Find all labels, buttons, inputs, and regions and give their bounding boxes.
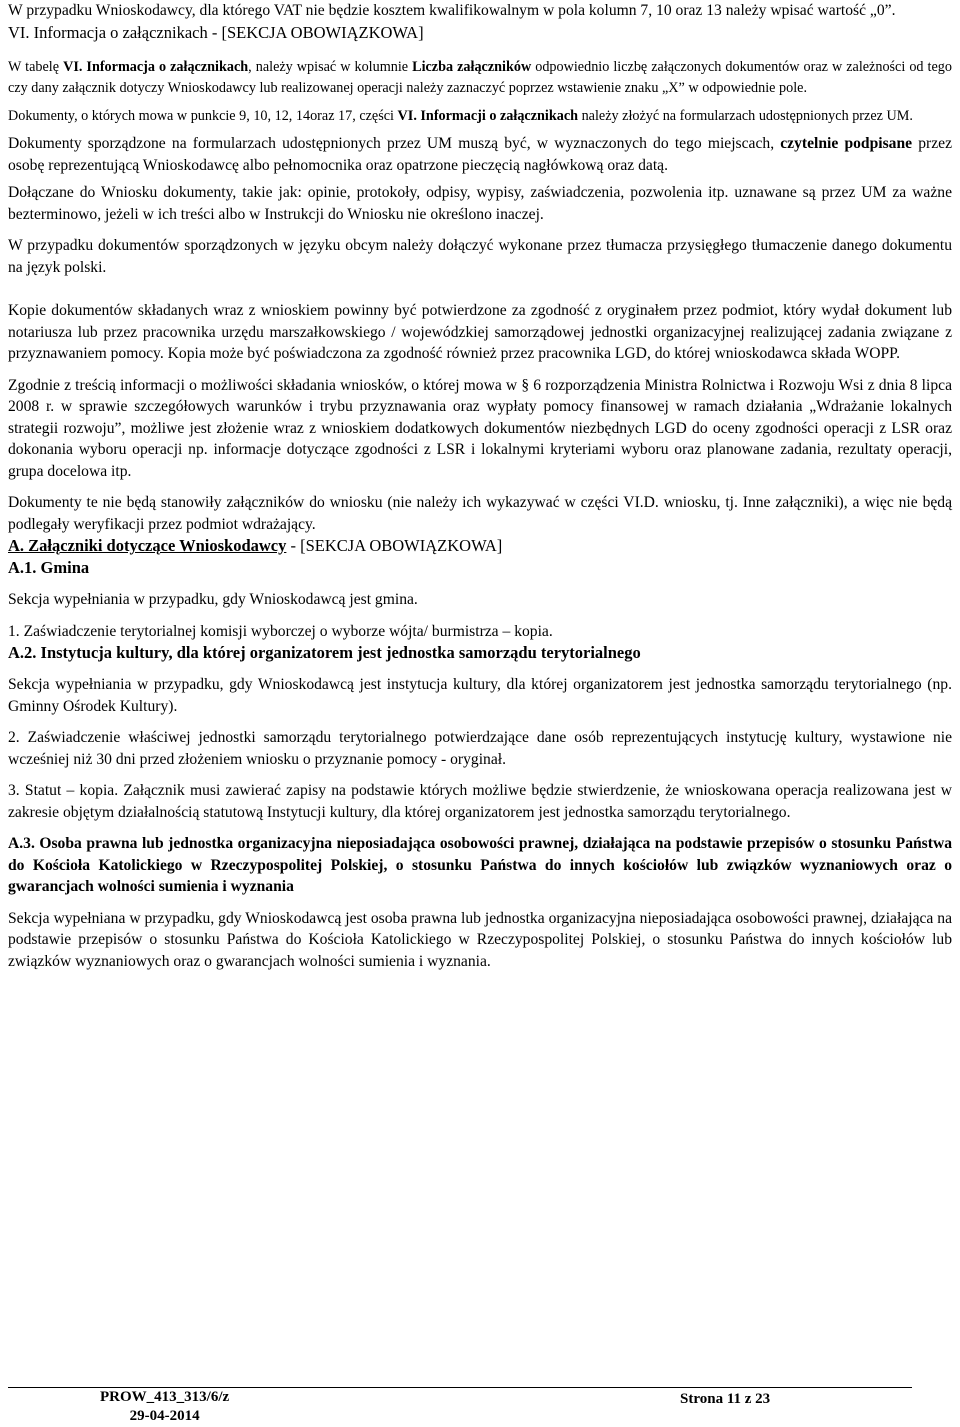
a1-heading — [8, 557, 952, 579]
footer-date: 29-04-2014 — [129, 1408, 200, 1424]
section-a-title: A. Załączniki dotyczące Wnioskodawcy — [8, 536, 287, 555]
footer-doc-code: PROW_413_313/6/z — [100, 1389, 230, 1405]
text-run: odpowiednio liczbę załączonych dokumentów oraz w zależności od tego czy dany załącznik dotyczy Wnioskodawcy lub realizowanej operacji należy zaznaczyć poprzez wstawienie znaku „X” w odpowiednie pole. — [8, 58, 952, 96]
document-page — [8, 0, 952, 972]
intro-paragraph: W przypadku Wnioskodawcy, dla którego VAT nie będzie kosztem kwalifikowalnym w pola kolumn 7, 10 oraz 13 należy wpisać wartość „0”. — [8, 2, 896, 19]
section-a-heading — [8, 535, 952, 557]
section-vi-paragraph-2 — [8, 106, 952, 128]
section-vi-paragraph-8: Dokumenty te nie będą stanowiły załączników do wniosku (nie należy ich wykazywać w części VI.D. wniosku, tj. Inne załączniki), a więc nie będą podlegały weryfikacji przez podmiot wdrażający. — [8, 494, 952, 533]
a2-paragraph: Sekcja wypełniania w przypadku, gdy Wnioskodawcą jest instytucja kultury, dla której organizatorem jest jednostka samorządu terytorialnego (np. Gminny Ośrodek Kultury). — [8, 676, 952, 715]
a3-paragraph: Sekcja wypełniana w przypadku, gdy Wnioskodawcą jest osoba prawna lub jednostka organizacyjna nieposiadająca osobowości prawnej, działająca na podstawie przepisów o stosunku Państwa do Kościoła Katolickiego w Rzeczypospolitej Polskiej, o stosunku Państwa do innych kościołów lub związków wyznaniowych oraz o gwarancjach wolności sumienia i wyznania. — [8, 909, 952, 970]
text-run: Dokumenty sporządzone na formularzach udostępnionych przez UM muszą być, w wyznaczonych do tego miejscach, — [8, 135, 781, 152]
a2-item-2: 2. Zaświadczenie właściwej jednostki samorządu terytorialnego potwierdzające dane osób reprezentujących instytucję kultury, wystawione nie wcześniej niż 30 dni przed złożeniem wniosku o przyznanie pomocy - oryginał. — [8, 729, 952, 768]
a3-title: A.3. Osoba prawna lub jednostka organizacyjna nieposiadająca osobowości prawnej, działająca na podstawie przepisów o stosunku Państwa do Kościoła Katolickiego w Rzeczypospolitej Polskiej, o stosunku Państwa do innych kościołów lub związków wyznaniowych oraz o gwarancjach wolności sumienia i wyznania — [8, 835, 952, 895]
text-run: przez osobę reprezentującą Wnioskodawcę albo pełnomocnika oraz opatrzone pieczęcią nagłówkową oraz datą. — [8, 135, 952, 174]
section-vi-paragraph-4: Dołączane do Wniosku dokumenty, takie jak: opinie, protokoły, odpisy, wypisy, zaświadczenia, pozwolenia itp. uznawane są przez UM za ważne bezterminowo, jeżeli w ich treści albo w Instrukcji do Wniosku nie określono inaczej. — [8, 184, 952, 223]
section-a-suffix: - [SEKCJA OBOWIĄZKOWA] — [286, 536, 503, 555]
bold-run: czytelnie podpisane — [780, 135, 913, 152]
a2-title: A.2. Instytucja kultury, dla której organizatorem jest jednostka samorządu terytorialnego — [8, 643, 641, 662]
text-run: , należy wpisać w kolumnie — [248, 58, 413, 75]
a1-paragraph: Sekcja wypełniania w przypadku, gdy Wnioskodawcą jest gmina. — [8, 591, 418, 608]
bold-run: Liczba załączników — [412, 58, 532, 75]
section-vi-paragraph-3 — [8, 133, 952, 176]
a2-heading — [8, 642, 952, 664]
text-run: należy złożyć na formularzach udostępnionych przez UM. — [578, 107, 913, 124]
section-vi-paragraph-6: Kopie dokumentów składanych wraz z wnioskiem powinny być potwierdzone za zgodność z oryginałem przez podmiot, który wydał dokument lub notariusza lub przez pracownika urzędu marszałkowskiego / wojewódzkiej samorządowej jednostki organizacyjnej realizującej zadania związane z przyznawaniem pomocy. Kopia może być poświadczona za zgodność również przez pracownika LGD, do której wnioskodawca składa WOPP. — [8, 302, 952, 362]
bold-run: VI. Informacji o załącznikach — [397, 107, 579, 124]
a1-title: A.1. Gmina — [8, 558, 90, 577]
a1-item-1: 1. Zaświadczenie terytorialnej komisji wyborczej o wyborze wójta/ burmistrza – kopia. — [8, 622, 553, 640]
text-run: W tabelę — [8, 58, 64, 75]
text-run: Dokumenty, o których mowa w punkcie 9, 10, 12, 14oraz 17, części — [8, 107, 398, 124]
section-vi-heading: VI. Informacja o załącznikach - [SEKCJA OBOWIĄZKOWA] — [8, 22, 424, 42]
footer-page-number: Strona 11 z 23 — [680, 1391, 771, 1407]
section-vi-paragraph-7: Zgodnie z treścią informacji o możliwości składania wniosków, o której mowa w § 6 rozporządzenia Ministra Rolnictwa i Rozwoju Wsi z dnia 8 lipca 2008 r. w sprawie szczegółowych warunków i trybu przyznawania oraz wypłaty pomocy finansowej w ramach działania „Wdrażanie lokalnych strategii rozwoju”, możliwe jest złożenie wraz z wnioskiem dodatkowych dokumentów niezbędnych LGD do oceny zgodności operacji z LSR oraz dokonania wyboru operacji np. informacje dotyczące zgodności z LSR i lokalnymi kryteriami wyboru oraz planowane zadania, rezultaty operacji, grupa docelowa itp. — [8, 376, 952, 480]
a2-item-3: 3. Statut – kopia. Załącznik musi zawierać zapisy na podstawie których możliwe będzie stwierdzenie, że wnioskowana operacja realizowana jest w zakresie objętym działalnością statutową Instytucji kultury, dla której organizatorem jest jednostka samorządu terytorialnego. — [8, 782, 952, 821]
section-vi-paragraph-1 — [8, 57, 952, 100]
a3-heading — [8, 833, 952, 898]
footer-doc-info — [100, 1388, 229, 1426]
section-vi-paragraph-5: W przypadku dokumentów sporządzonych w języku obcym należy dołączyć wykonane przez tłumacza przysięgłego tłumaczenie danego dokumentu na język polski. — [8, 237, 952, 276]
bold-run: VI. Informacja o załącznikach — [63, 58, 249, 75]
